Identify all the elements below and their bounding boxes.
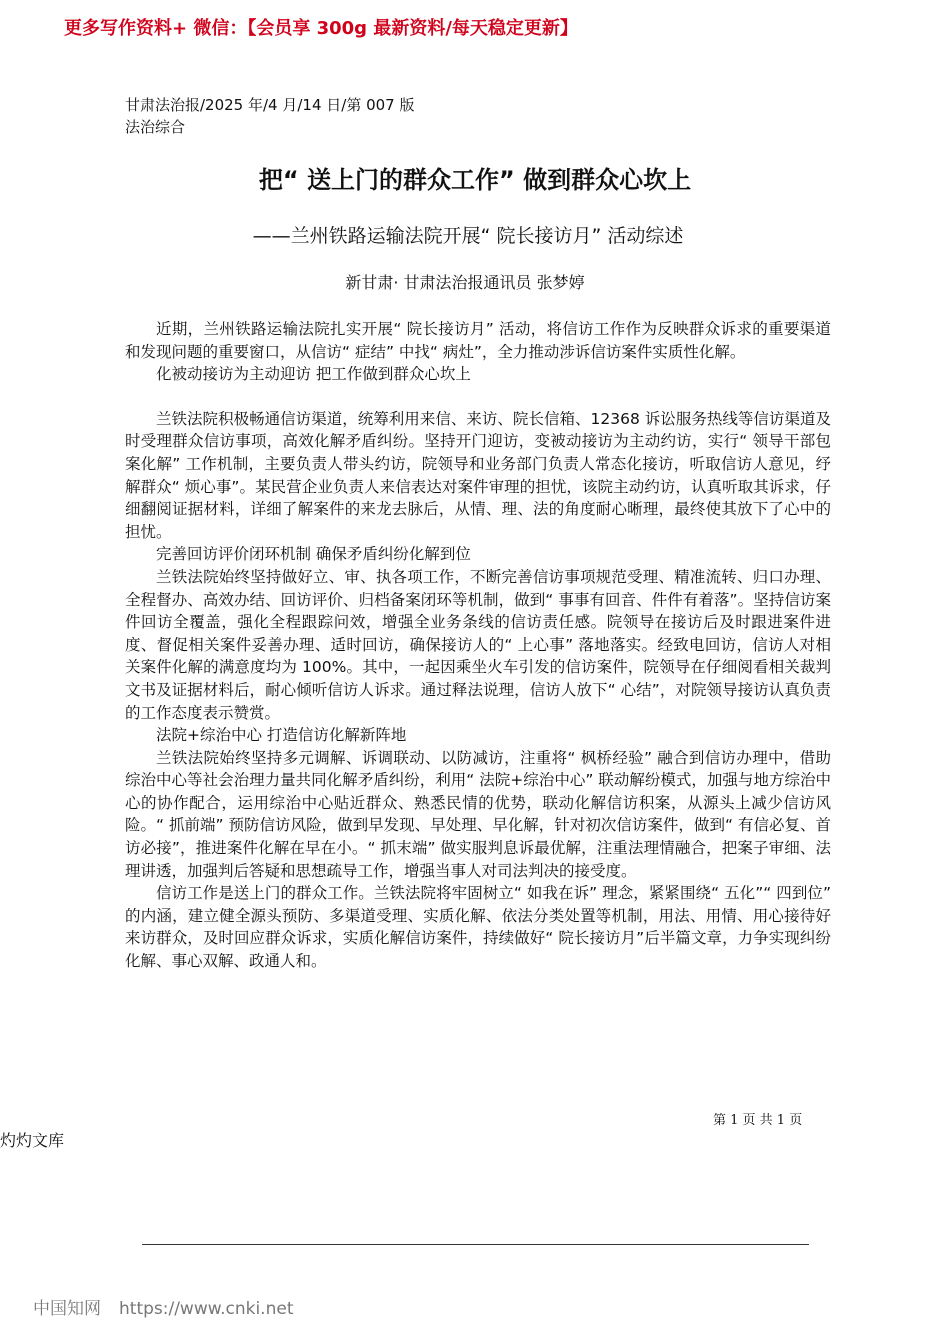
cnki-url-link[interactable]: https://www.cnki.net bbox=[119, 1299, 294, 1319]
section-heading: 完善回访评价闭环机制 确保矛盾纠纷化解到位 bbox=[156, 545, 471, 564]
article-subtitle: ——兰州铁路运输法院开展“ 院长接访月” 活动综述 bbox=[252, 225, 684, 247]
paragraph: 兰铁法院始终坚持多元调解、诉调联动、以防减访，注重将“ 枫桥经验” 融合到信访办理中，借助综治中心等社会治理力量共同化解矛盾纠纷，利用“ 法院+综治中心” 联动解纷模式，加强与地方综治中心的协作配合，运用综治中心贴近群众、熟悉民情的优势，联动化解信访积案，从源头上减少信访风险。“ 抓前端” 预防信访风险，做到早发现、早处理、早化解，针对初次信访案件，做到“ 有信必复、首访必接”，推进案件化解在早在小。“ 抓末端” 做实服判息诉最优解，注重法理情融合，把案子审细、法理讲透，加强判后答疑和思想疏导工作，增强当事人对司法判决的接受度。 bbox=[125, 748, 831, 880]
section-heading: 化被动接访为主动迎访 把工作做到群众心坎上 bbox=[156, 365, 471, 384]
watermark-label: 灼灼文库 bbox=[0, 1131, 65, 1150]
paragraph: 兰铁法院始终坚持做好立、审、执各项工作，不断完善信访事项规范受理、精准流转、归口办理、全程督办、高效办结、回访评价、归档备案闭环等机制，做到“ 事事有回音、件件有着落”。坚持信访案件回访全覆盖，强化全程跟踪问效，增强全业务条线的信访责任感。院领导在接访后及时跟进案件进度、督促相关案件妥善办理、适时回访，确保接访人的“ 上心事” 落地落实。经致电回访，信访人对相关案件化解的满意度均为 100%。其中，一起因乘坐火车引发的信访案件，院领导在仔细阅看相关裁判文书及证据材料后，耐心倾听信访人诉求。通过释法说理，信访人放下“ 心结”，对院领导接访认真负责的工作态度表示赞赏。 bbox=[125, 567, 831, 722]
page-number: 第 1 页 共 1 页 bbox=[713, 1113, 803, 1128]
footer-divider bbox=[142, 1244, 809, 1245]
section-heading: 法院+综治中心 打造信访化解新阵地 bbox=[156, 726, 407, 745]
paragraph: 兰铁法院积极畅通信访渠道，统筹利用来信、来访、院长信箱、12368 诉讼服务热线等信访渠道及时受理群众信访事项，高效化解矛盾纠纷。坚持开门迎访，变被动接访为主动约访，实行“ 领导干部包案化解” 工作机制，主要负责人带头约访，院领导和业务部门负责人常态化接访，听取信访人意见，纾解群众“ 烦心事”。某民营企业负责人来信表达对案件审理的担忧，该院主动约访，认真听取其诉求，仔细翻阅证据材料，详细了解案件的来龙去脉后，从情、理、法的角度耐心晰理，最终使其放下了心中的担忧。 bbox=[125, 409, 831, 541]
promo-banner: 更多写作资料+ 微信：【会员享 300g 最新资料/每天稳定更新】 bbox=[64, 18, 578, 39]
source-line: 甘肃法治报/2025 年/4 月/14 日/第 007 版法治综合 bbox=[125, 96, 415, 136]
paragraph: 近期，兰州铁路运输法院扎实开展“ 院长接访月” 活动，将信访工作作为反映群众诉求的重要渠道和发现问题的重要窗口，从信访“ 症结” 中找“ 病灶”，全力推动涉诉信访案件实质性化解。 bbox=[125, 320, 831, 361]
paragraph: 信访工作是送上门的群众工作。兰铁法院将牢固树立“ 如我在诉” 理念，紧紧围绕“ 五化”“ 四到位” 的内涵，建立健全源头预防、多渠道受理、实质化解、依法分类处置等机制，用法、用情、用心接待好来访群众，及时回应群众诉求，实质化解信访案件，持续做好“ 院长接访月”后半篇文章，力争实现纠纷化解、事心双解、政通人和。 bbox=[125, 884, 831, 971]
article-body bbox=[125, 318, 831, 973]
cnki-footer bbox=[33, 1294, 293, 1319]
article-title: 把“ 送上门的群众工作” 做到群众心坎上 bbox=[258, 166, 692, 194]
cnki-site-name: 中国知网 bbox=[33, 1299, 101, 1319]
byline: 新甘肃· 甘肃法治报通讯员 张梦婷 bbox=[345, 273, 585, 292]
